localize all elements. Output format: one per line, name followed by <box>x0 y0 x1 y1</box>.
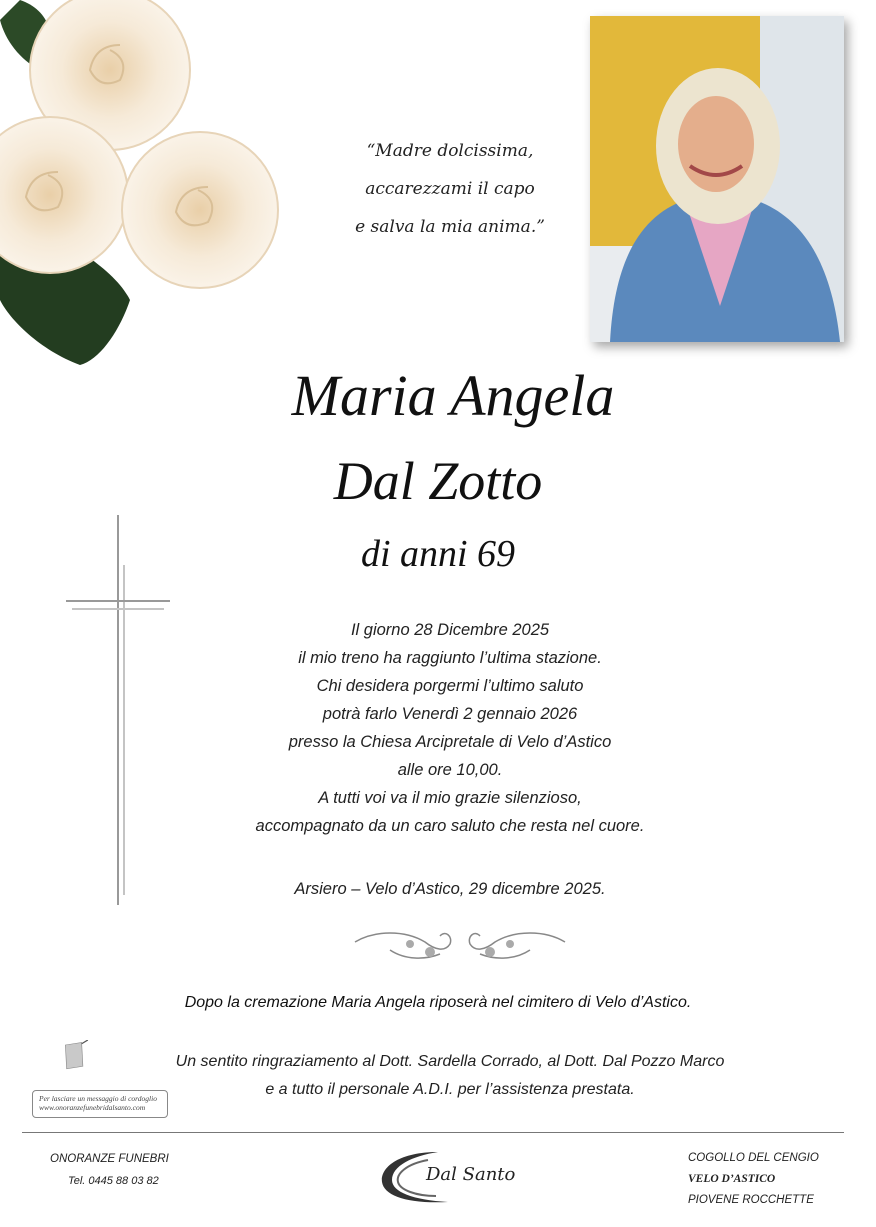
thanks-text <box>110 1048 790 1104</box>
deceased-first-names: Maria Angela <box>291 363 615 428</box>
company-phone: Tel. 0445 88 03 82 <box>68 1175 159 1187</box>
footer-towns <box>688 1148 819 1211</box>
quote-block <box>330 132 570 246</box>
announcement-line: presso la Chiesa Arcipretale di Velo d’Astico <box>288 733 612 751</box>
announcement-line: potrà farlo Venerdì 2 gennaio 2026 <box>322 705 578 723</box>
cross-icon <box>66 515 170 905</box>
quote-line: e salva la mia anima.” <box>355 217 545 237</box>
floral-ornament-icon <box>350 922 570 968</box>
announcement-line: il mio treno ha raggiunto l’ultima stazione. <box>298 649 602 667</box>
quote-line: “Madre dolcissima, <box>366 141 534 161</box>
announcement-line: accompagnato da un caro saluto che resta nel cuore. <box>255 817 645 835</box>
town-name: COGOLLO DEL CENGIO <box>688 1152 819 1164</box>
quote-line: accarezzami il capo <box>365 179 535 199</box>
announcement-text <box>200 616 700 840</box>
dal-santo-logo <box>378 1146 528 1206</box>
deceased-surname: Dal Zotto <box>333 451 543 511</box>
deceased-age: di anni 69 <box>360 533 516 575</box>
announcement-line: Chi desidera porgermi l’ultimo saluto <box>316 677 584 695</box>
announcement-line: Il giorno 28 Dicembre 2025 <box>350 621 550 639</box>
footer-company <box>50 1148 169 1192</box>
company-name: ONORANZE FUNEBRI <box>50 1153 169 1165</box>
announcement-line: A tutti voi va il mio grazie silenzioso, <box>318 789 582 807</box>
white-roses-image <box>0 0 290 370</box>
thanks-line: e a tutto il personale A.D.I. per l’assistenza prestata. <box>265 1081 635 1098</box>
cremation-note: Dopo la cremazione Maria Angela riposerà nel cimitero di Velo d’Astico. <box>184 994 692 1011</box>
condolence-label: Per lasciare un messaggio di cordoglio <box>39 1094 157 1103</box>
place-date: Arsiero – Velo d’Astico, 29 dicembre 2025. <box>294 880 606 898</box>
town-name: PIOVENE ROCCHETTE <box>688 1194 814 1206</box>
announcement-line: alle ore 10,00. <box>397 761 503 779</box>
logo-text: Dal Santo <box>426 1164 516 1185</box>
footer-divider <box>22 1132 844 1133</box>
town-name: VELO D’ASTICO <box>688 1173 776 1185</box>
thanks-line: Un sentito ringraziamento al Dott. Sardella Corrado, al Dott. Dal Pozzo Marco <box>175 1053 725 1070</box>
condolence-url[interactable]: www.onoranzefunebridalsanto.com <box>39 1103 146 1112</box>
portrait-photo <box>590 16 844 342</box>
